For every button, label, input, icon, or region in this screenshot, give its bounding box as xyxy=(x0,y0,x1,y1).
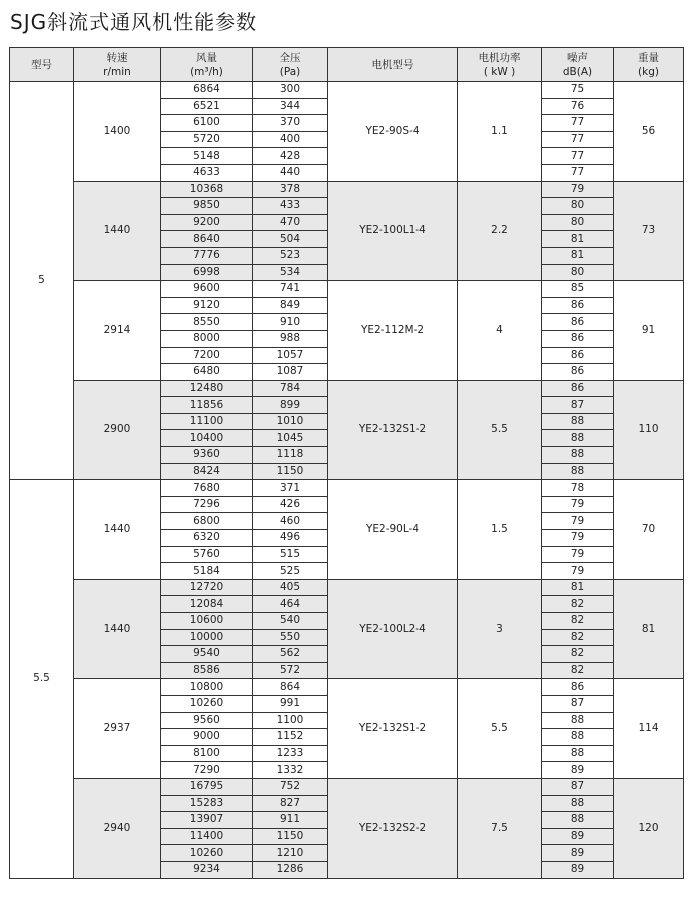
airflow-cell: 10600 xyxy=(161,613,253,630)
power-cell: 3 xyxy=(458,579,542,679)
pressure-cell: 534 xyxy=(253,264,328,281)
motor-cell: YE2-90S-4 xyxy=(328,82,458,182)
airflow-cell: 9600 xyxy=(161,281,253,298)
model-cell: 5.5 xyxy=(10,480,74,878)
airflow-cell: 5760 xyxy=(161,546,253,563)
airflow-cell: 15283 xyxy=(161,795,253,812)
airflow-cell: 7200 xyxy=(161,347,253,364)
table-row xyxy=(10,679,684,696)
pressure-cell: 470 xyxy=(253,214,328,231)
airflow-cell: 6998 xyxy=(161,264,253,281)
noise-cell: 77 xyxy=(542,131,614,148)
pressure-cell: 440 xyxy=(253,164,328,181)
airflow-cell: 9000 xyxy=(161,729,253,746)
power-cell: 1.5 xyxy=(458,480,542,580)
airflow-cell: 8424 xyxy=(161,463,253,480)
noise-cell: 86 xyxy=(542,314,614,331)
motor-cell: YE2-100L2-4 xyxy=(328,579,458,679)
airflow-cell: 11100 xyxy=(161,413,253,430)
noise-cell: 81 xyxy=(542,247,614,264)
table-row xyxy=(10,281,684,298)
weight-cell: 120 xyxy=(614,778,684,878)
pressure-cell: 1118 xyxy=(253,447,328,464)
pressure-cell: 371 xyxy=(253,480,328,497)
noise-cell: 77 xyxy=(542,148,614,165)
noise-cell: 80 xyxy=(542,264,614,281)
airflow-cell: 6100 xyxy=(161,115,253,132)
airflow-cell: 8550 xyxy=(161,314,253,331)
noise-cell: 79 xyxy=(542,546,614,563)
noise-cell: 86 xyxy=(542,330,614,347)
header-power: 电机功率 ( kW ) xyxy=(458,48,542,82)
pressure-cell: 550 xyxy=(253,629,328,646)
noise-cell: 82 xyxy=(542,613,614,630)
noise-cell: 87 xyxy=(542,778,614,795)
noise-cell: 88 xyxy=(542,729,614,746)
airflow-cell: 12084 xyxy=(161,596,253,613)
motor-cell: YE2-132S1-2 xyxy=(328,380,458,480)
header-motor: 电机型号 xyxy=(328,48,458,82)
noise-cell: 87 xyxy=(542,397,614,414)
airflow-cell: 6480 xyxy=(161,364,253,381)
weight-cell: 110 xyxy=(614,380,684,480)
noise-cell: 88 xyxy=(542,447,614,464)
table-row xyxy=(10,480,684,497)
noise-cell: 88 xyxy=(542,413,614,430)
header-pressure: 全压 (Pa) xyxy=(253,48,328,82)
airflow-cell: 9360 xyxy=(161,447,253,464)
airflow-cell: 6864 xyxy=(161,82,253,99)
pressure-cell: 1087 xyxy=(253,364,328,381)
table-row xyxy=(10,181,684,198)
pressure-cell: 910 xyxy=(253,314,328,331)
weight-cell: 81 xyxy=(614,579,684,679)
noise-cell: 82 xyxy=(542,629,614,646)
pressure-cell: 572 xyxy=(253,662,328,679)
header-weight: 重量 (kg) xyxy=(614,48,684,82)
pressure-cell: 752 xyxy=(253,778,328,795)
airflow-cell: 5720 xyxy=(161,131,253,148)
noise-cell: 89 xyxy=(542,762,614,779)
pressure-cell: 405 xyxy=(253,579,328,596)
pressure-cell: 504 xyxy=(253,231,328,248)
pressure-cell: 991 xyxy=(253,695,328,712)
pressure-cell: 1100 xyxy=(253,712,328,729)
airflow-cell: 10260 xyxy=(161,695,253,712)
noise-cell: 79 xyxy=(542,496,614,513)
speed-cell: 1440 xyxy=(74,181,161,281)
pressure-cell: 1210 xyxy=(253,845,328,862)
pressure-cell: 496 xyxy=(253,530,328,547)
motor-cell: YE2-132S2-2 xyxy=(328,778,458,878)
motor-cell: YE2-100L1-4 xyxy=(328,181,458,281)
airflow-cell: 7296 xyxy=(161,496,253,513)
noise-cell: 85 xyxy=(542,281,614,298)
table-row xyxy=(10,579,684,596)
airflow-cell: 9120 xyxy=(161,297,253,314)
noise-cell: 77 xyxy=(542,115,614,132)
noise-cell: 78 xyxy=(542,480,614,497)
weight-cell: 114 xyxy=(614,679,684,779)
performance-table xyxy=(9,47,684,879)
pressure-cell: 899 xyxy=(253,397,328,414)
noise-cell: 81 xyxy=(542,579,614,596)
noise-cell: 79 xyxy=(542,563,614,580)
pressure-cell: 300 xyxy=(253,82,328,99)
airflow-cell: 12720 xyxy=(161,579,253,596)
header-row xyxy=(10,48,684,82)
pressure-cell: 378 xyxy=(253,181,328,198)
airflow-cell: 8586 xyxy=(161,662,253,679)
header-model: 型号 xyxy=(10,48,74,82)
power-cell: 4 xyxy=(458,281,542,381)
airflow-cell: 9200 xyxy=(161,214,253,231)
speed-cell: 2914 xyxy=(74,281,161,381)
speed-cell: 1440 xyxy=(74,480,161,580)
airflow-cell: 16795 xyxy=(161,778,253,795)
noise-cell: 79 xyxy=(542,181,614,198)
pressure-cell: 784 xyxy=(253,380,328,397)
pressure-cell: 1010 xyxy=(253,413,328,430)
pressure-cell: 1057 xyxy=(253,347,328,364)
noise-cell: 79 xyxy=(542,530,614,547)
noise-cell: 88 xyxy=(542,712,614,729)
pressure-cell: 540 xyxy=(253,613,328,630)
speed-cell: 2940 xyxy=(74,778,161,878)
pressure-cell: 523 xyxy=(253,247,328,264)
power-cell: 2.2 xyxy=(458,181,542,281)
airflow-cell: 7680 xyxy=(161,480,253,497)
page-title: SJG斜流式通风机性能参数 xyxy=(10,10,258,34)
airflow-cell: 10000 xyxy=(161,629,253,646)
pressure-cell: 741 xyxy=(253,281,328,298)
airflow-cell: 9850 xyxy=(161,198,253,215)
model-cell: 5 xyxy=(10,82,74,480)
noise-cell: 80 xyxy=(542,214,614,231)
weight-cell: 91 xyxy=(614,281,684,381)
pressure-cell: 1286 xyxy=(253,861,328,878)
speed-cell: 1440 xyxy=(74,579,161,679)
table-row xyxy=(10,778,684,795)
pressure-cell: 1150 xyxy=(253,463,328,480)
pressure-cell: 1150 xyxy=(253,828,328,845)
speed-cell: 2900 xyxy=(74,380,161,480)
weight-cell: 70 xyxy=(614,480,684,580)
noise-cell: 82 xyxy=(542,662,614,679)
airflow-cell: 10368 xyxy=(161,181,253,198)
pressure-cell: 911 xyxy=(253,812,328,829)
noise-cell: 81 xyxy=(542,231,614,248)
table-body xyxy=(10,82,684,879)
noise-cell: 86 xyxy=(542,679,614,696)
pressure-cell: 864 xyxy=(253,679,328,696)
speed-cell: 1400 xyxy=(74,82,161,182)
header-noise: 噪声 dB(A) xyxy=(542,48,614,82)
noise-cell: 82 xyxy=(542,646,614,663)
airflow-cell: 10800 xyxy=(161,679,253,696)
pressure-cell: 433 xyxy=(253,198,328,215)
noise-cell: 88 xyxy=(542,745,614,762)
airflow-cell: 9540 xyxy=(161,646,253,663)
airflow-cell: 6521 xyxy=(161,98,253,115)
airflow-cell: 8100 xyxy=(161,745,253,762)
speed-cell: 2937 xyxy=(74,679,161,779)
power-cell: 1.1 xyxy=(458,82,542,182)
noise-cell: 75 xyxy=(542,82,614,99)
airflow-cell: 4633 xyxy=(161,164,253,181)
airflow-cell: 11856 xyxy=(161,397,253,414)
pressure-cell: 460 xyxy=(253,513,328,530)
pressure-cell: 1152 xyxy=(253,729,328,746)
noise-cell: 80 xyxy=(542,198,614,215)
noise-cell: 82 xyxy=(542,596,614,613)
airflow-cell: 6800 xyxy=(161,513,253,530)
pressure-cell: 1045 xyxy=(253,430,328,447)
pressure-cell: 1332 xyxy=(253,762,328,779)
pressure-cell: 344 xyxy=(253,98,328,115)
header-speed: 转速 r/min xyxy=(74,48,161,82)
pressure-cell: 370 xyxy=(253,115,328,132)
pressure-cell: 988 xyxy=(253,330,328,347)
table-row xyxy=(10,380,684,397)
weight-cell: 73 xyxy=(614,181,684,281)
motor-cell: YE2-90L-4 xyxy=(328,480,458,580)
power-cell: 5.5 xyxy=(458,380,542,480)
pressure-cell: 400 xyxy=(253,131,328,148)
pressure-cell: 827 xyxy=(253,795,328,812)
motor-cell: YE2-132S1-2 xyxy=(328,679,458,779)
pressure-cell: 525 xyxy=(253,563,328,580)
pressure-cell: 562 xyxy=(253,646,328,663)
airflow-cell: 10260 xyxy=(161,845,253,862)
pressure-cell: 464 xyxy=(253,596,328,613)
airflow-cell: 9234 xyxy=(161,861,253,878)
airflow-cell: 7290 xyxy=(161,762,253,779)
pressure-cell: 1233 xyxy=(253,745,328,762)
table-row xyxy=(10,82,684,99)
airflow-cell: 7776 xyxy=(161,247,253,264)
airflow-cell: 8000 xyxy=(161,330,253,347)
noise-cell: 88 xyxy=(542,812,614,829)
pressure-cell: 515 xyxy=(253,546,328,563)
noise-cell: 86 xyxy=(542,297,614,314)
noise-cell: 89 xyxy=(542,845,614,862)
noise-cell: 79 xyxy=(542,513,614,530)
airflow-cell: 5148 xyxy=(161,148,253,165)
noise-cell: 89 xyxy=(542,828,614,845)
noise-cell: 88 xyxy=(542,430,614,447)
weight-cell: 56 xyxy=(614,82,684,182)
noise-cell: 89 xyxy=(542,861,614,878)
airflow-cell: 12480 xyxy=(161,380,253,397)
airflow-cell: 11400 xyxy=(161,828,253,845)
airflow-cell: 10400 xyxy=(161,430,253,447)
airflow-cell: 5184 xyxy=(161,563,253,580)
noise-cell: 88 xyxy=(542,463,614,480)
noise-cell: 86 xyxy=(542,347,614,364)
pressure-cell: 849 xyxy=(253,297,328,314)
header-airflow: 风量 (m³/h) xyxy=(161,48,253,82)
noise-cell: 87 xyxy=(542,695,614,712)
airflow-cell: 9560 xyxy=(161,712,253,729)
noise-cell: 76 xyxy=(542,98,614,115)
pressure-cell: 428 xyxy=(253,148,328,165)
power-cell: 7.5 xyxy=(458,778,542,878)
airflow-cell: 6320 xyxy=(161,530,253,547)
noise-cell: 86 xyxy=(542,380,614,397)
power-cell: 5.5 xyxy=(458,679,542,779)
noise-cell: 86 xyxy=(542,364,614,381)
noise-cell: 88 xyxy=(542,795,614,812)
pressure-cell: 426 xyxy=(253,496,328,513)
airflow-cell: 13907 xyxy=(161,812,253,829)
noise-cell: 77 xyxy=(542,164,614,181)
airflow-cell: 8640 xyxy=(161,231,253,248)
motor-cell: YE2-112M-2 xyxy=(328,281,458,381)
